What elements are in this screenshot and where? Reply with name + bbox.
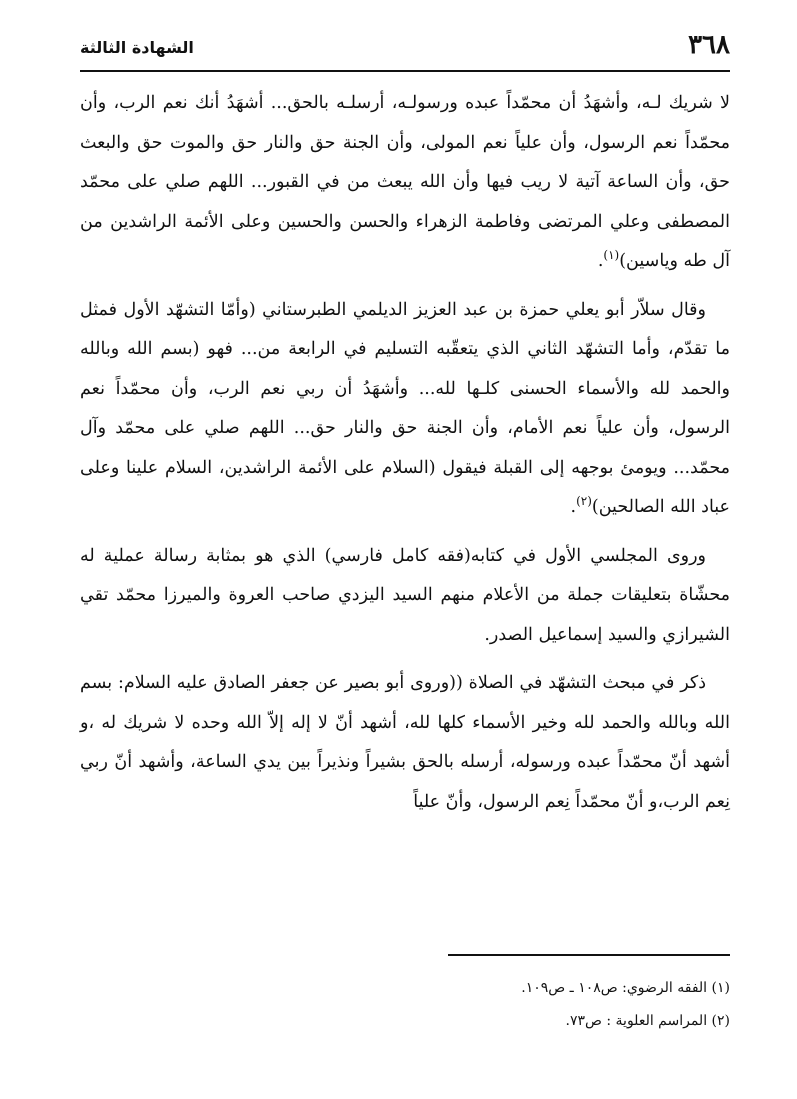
main-text <box>80 84 730 831</box>
page-number: ٣٦٨ <box>688 30 730 60</box>
paragraph-1: لا شريك لـه، وأشهَدُ أن محمّداً عبده ورسولـه، أرسلـه بالحق... أشهَدُ أنك نعم الرب، وأن محمّداً نعم الرسول، وأن علياً نعم المولى، وأن الجنة حق والنار حق والموت حق والبعث حق، وأن الساعة آتية لا ريب فيها وأن الله يبعث من في القبور... اللهم صلي على محمّد المصطفى وعلي المرتضى وفاطمة الزهراء والحسن والحسين وعلى الأئمة الراشدين من آل طه وياسين)$^{(١)}$. <box>80 93 730 271</box>
footnote-ref-1: (١) <box>603 248 620 263</box>
paragraph-2: وقال سلاّر أبو يعلي حمزة بن عبد العزيز الديلمي الطبرستاني (وأمّا التشهّد الأول فمثل ما تقدّم، وأما التشهّد الثاني الذي يتعقّبه التسليم في الرابعة من... فهو (بسم الله وبالله والحمد لله والأسماء الحسنى كلـها لله... وأشهَدُ أن ربي نعم الرب، وأن محمّداً نعم الرسول، وأن علياً نعم الأمام، وأن الجنة حق والنار حق... اللهم صلي على محمّد وآل محمّد... ويومئ بوجهه إلى القبلة فيقول (السلام على الأئمة الراشدين، السلام علينا وعلى عباد الله الصالحين)$^{(٢)}$. <box>80 299 730 517</box>
running-title: الشهادة الثالثة <box>80 38 194 57</box>
paragraph-4: ذكر في مبحث التشهّد في الصلاة ((وروى أبو بصير عن جعفر الصادق عليه السلام: بسم الله وبالله والحمد لله وخير الأسماء كلها لله، أشهد أنّ لا إله إلاّ الله وحده لا شريك له ،و أشهد أنّ محمّداً عبده ورسوله، أرسله بالحق بشيراً ونذيراً بين يدي الساعة، وأشهد أنّ ربي نِعم الرب،و أنّ محمّداً نِعم الرسول، وأنّ علياً <box>80 673 730 812</box>
paragraph-2-text: وقال سلاّر أبو يعلي حمزة بن عبد العزيز الديلمي الطبرستاني (وأمّا التشهّد الأول فمثل ما تقدّم، وأما التشهّد الثاني الذي يتعقّبه التسليم في الرابعة من... فهو (بسم الله وبالله والحمد لله والأسماء الحسنى كلـها لله... وأشهَدُ أن ربي نعم الرب، وأن محمّداً نعم الرسول، وأن علياً نعم الأمام، وأن الجنة حق والنار حق... اللهم صلي على محمّد وآل محمّد... ويومئ بوجهه إلى القبلة فيقول (السلام على الأئمة الراشدين، السلام علينا وعلى عباد الله الصالحين) <box>80 299 730 517</box>
footnote-ref-2: (٢) <box>576 494 592 509</box>
header-divider <box>80 70 730 72</box>
paragraph-3: وروى المجلسي الأول في كتابه(فقه كامل فارسي) الذي هو بمثابة رسالة عملية له محشّاة بتعليقات جملة من الأعلام منهم السيد اليزدي صاحب العروة والميرزا محمّد تقي الشيرازي والسيد إسماعيل الصدر. <box>80 545 730 645</box>
footnote-2: (٢) المراسم العلوية : ص٧٣. <box>565 1013 730 1029</box>
footnotes <box>80 972 730 1038</box>
paragraph-1-text: لا شريك لـه، وأشهَدُ أن محمّداً عبده ورسولـه، أرسلـه بالحق... أشهَدُ أنك نعم الرب، وأن محمّداً نعم الرسول، وأن علياً نعم المولى، وأن الجنة حق والنار حق والموت حق والبعث حق، وأن الساعة آتية لا ريب فيها وأن الله يبعث من في القبور... اللهم صلي على محمّد المصطفى وعلي المرتضى وفاطمة الزهراء والحسن والحسين وعلى الأئمة الراشدين من آل طه وياسين) <box>80 93 730 271</box>
footnote-1: (١) الفقه الرضوي: ص١٠٨ ـ ص١٠٩. <box>521 980 730 996</box>
page-header <box>80 28 730 68</box>
footnote-divider <box>448 954 730 956</box>
